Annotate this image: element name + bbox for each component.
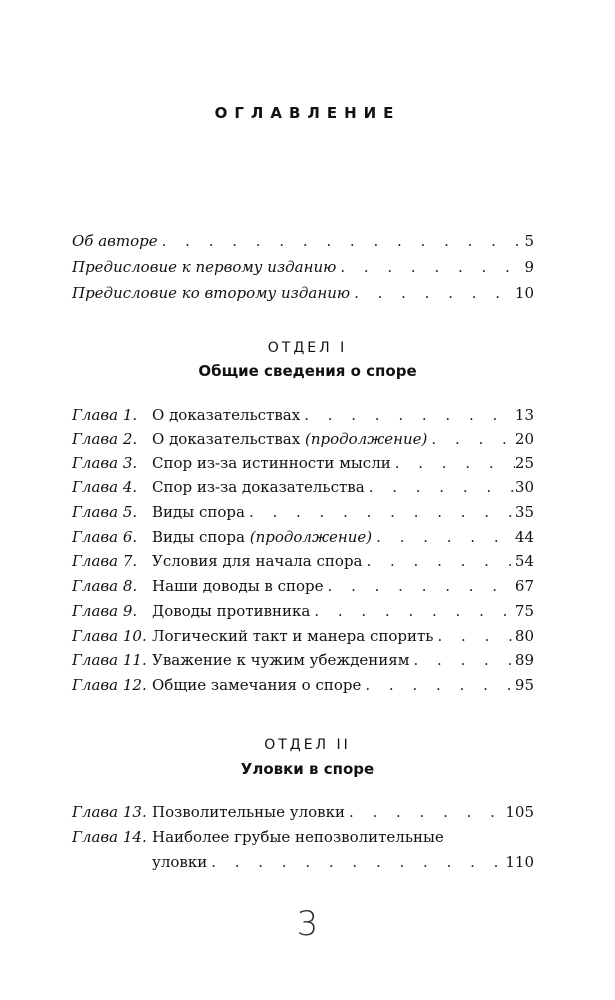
leader-dots [372, 526, 515, 548]
toc-chapter-1[interactable] [72, 404, 534, 426]
chapter-title-italic: (продолжение) [249, 528, 373, 546]
page-title: ОГЛАВЛЕНИЕ [214, 104, 401, 122]
chapter-number: Глава 12. [72, 676, 147, 694]
toc-entry-about-author[interactable] [72, 230, 534, 252]
leader-dots [362, 550, 514, 572]
toc-chapter-9[interactable] [72, 600, 534, 622]
chapter-title: Виды спора (продолжение) [152, 528, 373, 546]
section-label: ОТДЕЛ I [267, 340, 348, 356]
section-label: ОТДЕЛ II [264, 737, 351, 753]
section-title: Общие сведения о споре [198, 362, 417, 380]
toc-entry-page: 10 [514, 284, 534, 302]
leader-dots [391, 452, 515, 474]
toc-chapter-5[interactable] [72, 501, 534, 523]
chapter-page: 13 [514, 406, 534, 424]
chapter-number: Глава 8. [72, 577, 138, 595]
chapter-number: Глава 6. [72, 528, 138, 546]
toc-entry-page: 9 [524, 258, 534, 276]
chapter-number: Глава 3. [72, 454, 138, 472]
chapter-page: 105 [505, 803, 534, 821]
leader-dots [350, 282, 515, 304]
chapter-page: 20 [514, 430, 534, 448]
toc-chapter-14[interactable] [72, 826, 534, 848]
chapter-page: 25 [514, 454, 534, 472]
toc-entry-page: 5 [524, 232, 534, 250]
chapter-number: Глава 4. [72, 478, 138, 496]
chapter-title: Спор из-за доказательства [152, 478, 365, 496]
chapter-page: 89 [514, 651, 534, 669]
leader-dots [345, 801, 505, 823]
chapter-number: Глава 9. [72, 602, 138, 620]
toc-chapter-11[interactable] [72, 649, 534, 671]
toc-chapter-14-continued[interactable] [152, 851, 534, 873]
toc-entry-title: Предисловие ко второму изданию [72, 284, 351, 302]
chapter-number: Глава 2. [72, 430, 138, 448]
chapter-page: 75 [514, 602, 534, 620]
leader-dots [310, 600, 515, 622]
chapter-number: Глава 11. [72, 651, 147, 669]
chapter-number: Глава 7. [72, 552, 138, 570]
chapter-number: Глава 13. [72, 803, 147, 821]
chapter-page: 35 [514, 503, 534, 521]
chapter-page: 80 [514, 627, 534, 645]
chapter-number: Глава 5. [72, 503, 138, 521]
leader-dots [207, 851, 505, 873]
chapter-title: Общие замечания о споре [152, 676, 362, 694]
section-title: Уловки в споре [240, 760, 375, 778]
chapter-number: Глава 14. [72, 828, 147, 846]
chapter-number: Глава 10. [72, 627, 147, 645]
chapter-title: Доводы противника [152, 602, 311, 620]
page-number: 3 [296, 904, 319, 944]
toc-entry-title: Об авторе [72, 232, 158, 250]
chapter-page: 44 [514, 528, 534, 546]
toc-chapter-2[interactable] [72, 428, 534, 450]
leader-dots [409, 649, 514, 671]
leader-dots [433, 625, 514, 647]
chapter-title: Позволительные уловки [152, 803, 345, 821]
toc-chapter-7[interactable] [72, 550, 534, 572]
chapter-title: Виды спора [152, 503, 245, 521]
toc-chapter-13[interactable] [72, 801, 534, 823]
chapter-page: 110 [505, 853, 534, 871]
leader-dots [300, 404, 515, 426]
leader-dots [427, 428, 515, 450]
chapter-title: Уважение к чужим убеждениям [152, 651, 410, 669]
toc-chapter-12[interactable] [72, 674, 534, 696]
leader-dots [336, 256, 524, 278]
toc-chapter-6[interactable] [72, 526, 534, 548]
leader-dots [365, 476, 515, 498]
toc-entry-preface-second[interactable] [72, 282, 534, 304]
chapter-title: Условия для начала спора [152, 552, 363, 570]
toc-chapter-10[interactable] [72, 625, 534, 647]
chapter-title: Наиболее грубые непозволительные [152, 828, 444, 846]
toc-entry-title: Предисловие к первому изданию [72, 258, 337, 276]
leader-dots [245, 501, 515, 523]
leader-dots [324, 575, 515, 597]
leader-dots [158, 230, 525, 252]
toc-entry-preface-first[interactable] [72, 256, 534, 278]
chapter-page: 67 [514, 577, 534, 595]
chapter-title: Наши доводы в споре [152, 577, 324, 595]
chapter-number: Глава 1. [72, 406, 138, 424]
chapter-title: О доказательствах [152, 406, 301, 424]
chapter-title: О доказательствах (продолжение) [152, 430, 428, 448]
chapter-page: 30 [514, 478, 534, 496]
toc-chapter-8[interactable] [72, 575, 534, 597]
chapter-title-italic: (продолжение) [304, 430, 428, 448]
leader-dots [361, 674, 515, 696]
chapter-title: Логический такт и манера спорить [152, 627, 434, 645]
toc-chapter-3[interactable] [72, 452, 534, 474]
chapter-page: 95 [514, 676, 534, 694]
chapter-title-continued: уловки [152, 853, 208, 871]
chapter-title: Спор из-за истинности мысли [152, 454, 391, 472]
chapter-page: 54 [514, 552, 534, 570]
toc-chapter-4[interactable] [72, 476, 534, 498]
